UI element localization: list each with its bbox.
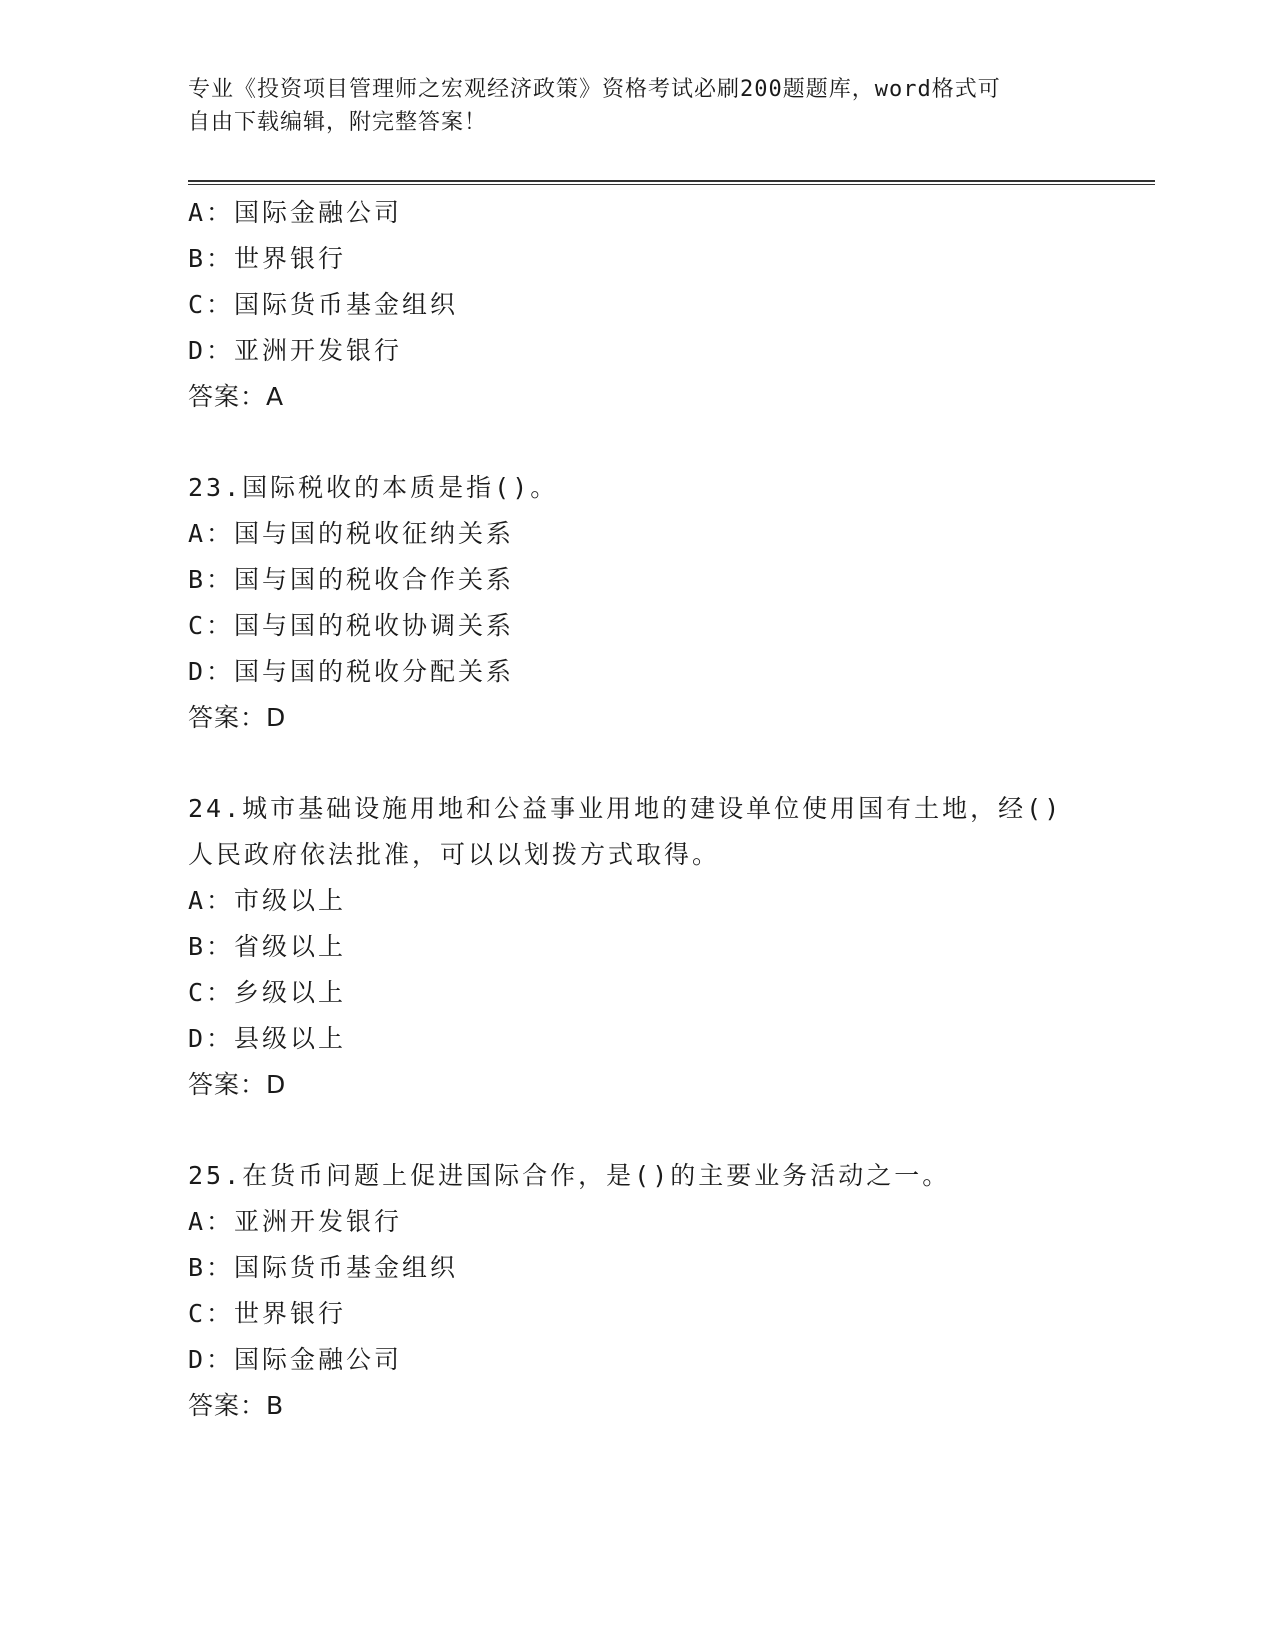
header-line-1: 专业《投资项目管理师之宏观经济政策》资格考试必刷200题题库，word格式可 — [188, 77, 1001, 102]
header-line-2: 自由下载编辑，附完整答案！ — [188, 110, 488, 135]
option-d: D：国际金融公司 — [188, 1345, 403, 1374]
option-d: D：县级以上 — [188, 1024, 347, 1053]
header-divider — [188, 180, 1155, 185]
option-b: B：省级以上 — [188, 932, 347, 961]
option-d: D：亚洲开发银行 — [188, 336, 403, 365]
option-a: A：国际金融公司 — [188, 198, 403, 227]
answer-line: 答案：B — [188, 1391, 285, 1420]
option-c: C：世界银行 — [188, 1299, 347, 1328]
option-c: C：国际货币基金组织 — [188, 290, 459, 319]
option-c: C：乡级以上 — [188, 978, 347, 1007]
spacer — [188, 1108, 1148, 1153]
option-d: D：国与国的税收分配关系 — [188, 657, 515, 686]
document-header — [188, 73, 1088, 139]
option-b: B：国与国的税收合作关系 — [188, 565, 515, 594]
question-text-line-1: 24.城市基础设施用地和公益事业用地的建设单位使用国有土地，经() — [188, 794, 1063, 823]
spacer — [188, 741, 1148, 786]
spacer — [188, 420, 1148, 465]
question-text-line-2: 人民政府依法批准，可以以划拨方式取得。 — [188, 840, 721, 869]
question-text: 25.在货币问题上促进国际合作，是()的主要业务活动之一。 — [188, 1161, 951, 1190]
question-text: 23.国际税收的本质是指()。 — [188, 473, 559, 502]
answer-line: 答案：A — [188, 382, 285, 411]
option-b: B：国际货币基金组织 — [188, 1253, 459, 1282]
answer-line: 答案：D — [188, 1070, 287, 1099]
question-22-continued — [188, 190, 1148, 420]
question-list — [188, 190, 1148, 1429]
question-25 — [188, 1153, 1148, 1429]
option-a: A：国与国的税收征纳关系 — [188, 519, 515, 548]
option-a: A：亚洲开发银行 — [188, 1207, 403, 1236]
option-a: A：市级以上 — [188, 886, 347, 915]
option-b: B：世界银行 — [188, 244, 347, 273]
question-23 — [188, 465, 1148, 741]
answer-line: 答案：D — [188, 703, 287, 732]
option-c: C：国与国的税收协调关系 — [188, 611, 515, 640]
question-24 — [188, 786, 1148, 1108]
